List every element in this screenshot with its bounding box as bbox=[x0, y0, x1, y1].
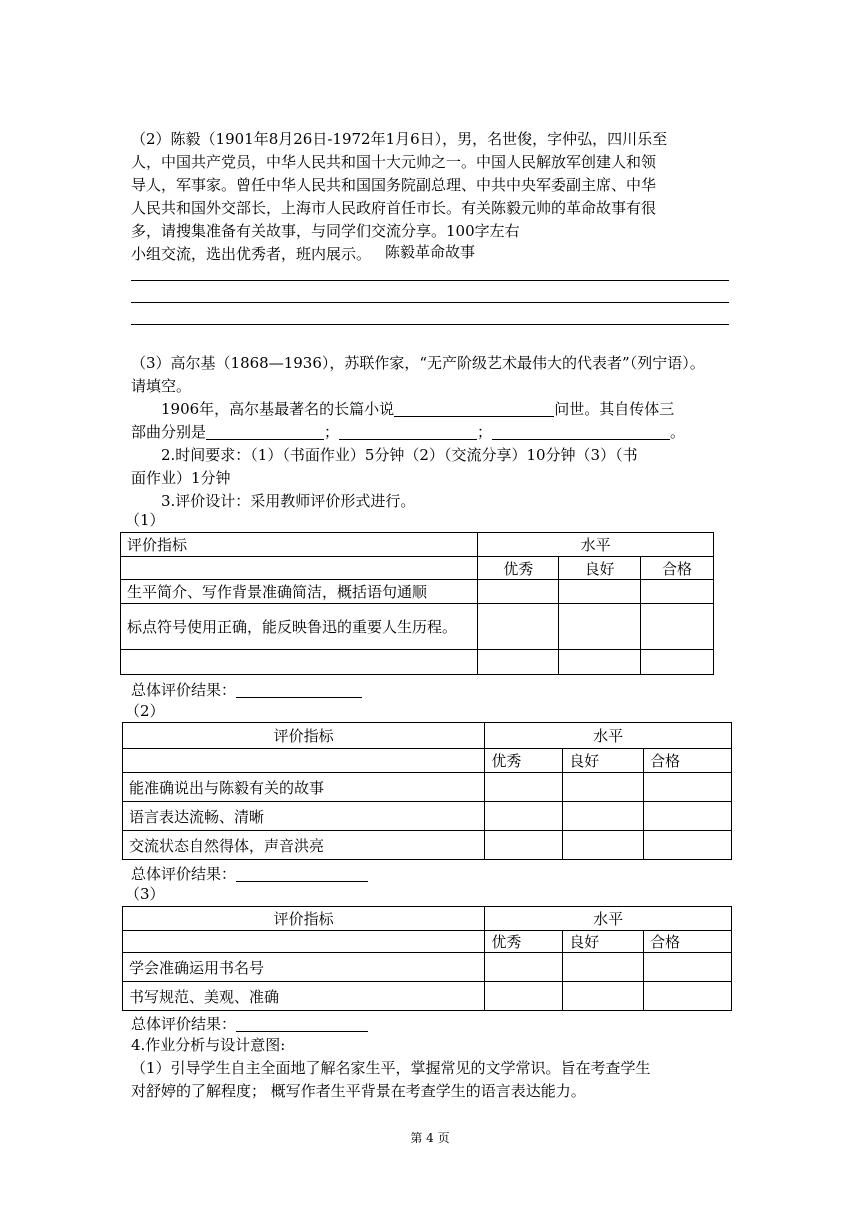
text-line: 2.时间要求：（1）（书面作业）5分钟（2）（交流分享）10分钟（3）（书 bbox=[161, 446, 638, 464]
empty-cell bbox=[123, 931, 485, 953]
score-cell[interactable] bbox=[485, 802, 563, 831]
indicator-cell: 能准确说出与陈毅有关的故事 bbox=[123, 773, 485, 802]
text-line: 人民共和国外交部长，上海市人民政府首任市长。有关陈毅元帅的革命故事有很 bbox=[131, 199, 657, 217]
fill-line bbox=[131, 421, 751, 444]
score-cell[interactable] bbox=[641, 604, 714, 650]
writing-line[interactable] bbox=[131, 324, 729, 325]
text-line: 导人，军事家。曾任中华人民共和国国务院副总理、中共中央军委副主席、中华 bbox=[131, 176, 657, 194]
header-indicator: 评价指标 bbox=[123, 723, 485, 749]
indicator-cell: 交流状态自然得体，声音洪亮 bbox=[123, 831, 485, 860]
overall-result bbox=[131, 680, 362, 700]
score-cell[interactable] bbox=[563, 773, 644, 802]
writing-line[interactable] bbox=[131, 302, 729, 303]
level-pass: 合格 bbox=[644, 931, 732, 953]
story-heading: 陈毅革命故事 bbox=[384, 243, 475, 261]
text-line: （3）高尔基（1868—1936），苏联作家，“无产阶级艺术最伟大的代表者”（列宁语）。 bbox=[131, 354, 705, 372]
level-good: 良好 bbox=[563, 749, 644, 773]
level-good: 良好 bbox=[559, 557, 641, 580]
section3-paragraph bbox=[131, 352, 751, 513]
trilogy-blank-1[interactable] bbox=[206, 423, 324, 440]
score-cell[interactable] bbox=[644, 982, 732, 1011]
empty-cell bbox=[121, 557, 478, 580]
fill-line bbox=[131, 398, 751, 421]
score-cell[interactable] bbox=[644, 802, 732, 831]
separator: ； bbox=[324, 423, 340, 441]
header-indicator: 评价指标 bbox=[121, 533, 478, 557]
text-line: 对舒婷的了解程度； 概写作者生平背景在考查学生的语言表达能力。 bbox=[131, 1082, 586, 1100]
overall-label: 总体评价结果： bbox=[131, 681, 237, 699]
text-line: 多，请搜集准备有关故事，与同学们交流分享。100字左右 bbox=[131, 222, 520, 240]
score-cell[interactable] bbox=[559, 580, 641, 604]
evaluation-table-1 bbox=[120, 532, 714, 675]
indicator-cell: 语言表达流畅、清晰 bbox=[123, 802, 485, 831]
level-excellent: 优秀 bbox=[485, 931, 563, 953]
score-cell[interactable] bbox=[478, 580, 559, 604]
score-cell[interactable] bbox=[644, 773, 732, 802]
score-cell[interactable] bbox=[559, 650, 641, 675]
score-cell[interactable] bbox=[485, 773, 563, 802]
score-cell[interactable] bbox=[559, 604, 641, 650]
header-indicator: 评价指标 bbox=[123, 907, 485, 931]
score-cell[interactable] bbox=[641, 580, 714, 604]
writing-line[interactable] bbox=[131, 280, 729, 281]
score-cell[interactable] bbox=[485, 831, 563, 860]
empty-cell bbox=[123, 749, 485, 773]
page-number: 第 4 页 bbox=[410, 1131, 450, 1145]
separator: 。 bbox=[670, 423, 686, 441]
indicator-cell: 书写规范、美观、准确 bbox=[123, 982, 485, 1011]
text-line: （1）引导学生自主全面地了解名家生平，掌握常见的文学常识。旨在考查学生 bbox=[131, 1059, 651, 1077]
overall-result bbox=[131, 864, 368, 884]
evaluation-table-2 bbox=[122, 722, 732, 860]
text-line: 小组交流，选出优秀者，班内展示。 bbox=[131, 245, 372, 263]
score-cell[interactable] bbox=[563, 953, 644, 982]
score-cell[interactable] bbox=[644, 953, 732, 982]
overall-blank[interactable] bbox=[236, 681, 362, 698]
table-label: （2） bbox=[125, 702, 165, 720]
level-excellent: 优秀 bbox=[478, 557, 559, 580]
text-line: 人，中国共产党员，中华人民共和国十大元帅之一。中国人民解放军创建人和领 bbox=[131, 153, 657, 171]
indicator-cell: 学会准确运用书名号 bbox=[123, 953, 485, 982]
analysis-title: 4.作业分析与设计意图: bbox=[131, 1036, 286, 1054]
header-level: 水平 bbox=[478, 533, 714, 557]
indicator-cell: 标点符号使用正确，能反映鲁迅的重要人生历程。 bbox=[121, 604, 478, 650]
overall-result bbox=[131, 1014, 368, 1034]
indicator-cell bbox=[121, 650, 478, 675]
trilogy-blank-3[interactable] bbox=[492, 423, 670, 440]
text-line: 请填空。 bbox=[131, 377, 192, 395]
score-cell[interactable] bbox=[644, 831, 732, 860]
score-cell[interactable] bbox=[485, 953, 563, 982]
score-cell[interactable] bbox=[641, 650, 714, 675]
score-cell[interactable] bbox=[478, 604, 559, 650]
fill-text: 部曲分别是 bbox=[131, 423, 207, 441]
level-good: 良好 bbox=[563, 931, 644, 953]
header-level: 水平 bbox=[485, 723, 732, 749]
overall-blank[interactable] bbox=[236, 865, 368, 882]
analysis-section bbox=[131, 1034, 741, 1103]
score-cell[interactable] bbox=[563, 831, 644, 860]
score-cell[interactable] bbox=[478, 650, 559, 675]
score-cell[interactable] bbox=[563, 982, 644, 1011]
level-pass: 合格 bbox=[641, 557, 714, 580]
text-line: （2）陈毅（1901年8月26日-1972年1月6日），男，名世俊，字仲弘，四川乐至 bbox=[131, 130, 668, 148]
separator: ； bbox=[477, 423, 493, 441]
score-cell[interactable] bbox=[485, 982, 563, 1011]
text-line: 3.评价设计：采用教师评价形式进行。 bbox=[161, 492, 416, 510]
evaluation-table-3 bbox=[122, 906, 732, 1011]
header-level: 水平 bbox=[485, 907, 732, 931]
score-cell[interactable] bbox=[563, 802, 644, 831]
fill-text: 问世。其自传体三 bbox=[554, 400, 675, 418]
overall-blank[interactable] bbox=[236, 1015, 368, 1032]
indicator-cell: 生平简介、写作背景准确简洁，概括语句通顺 bbox=[121, 580, 478, 604]
fill-text: 1906年，高尔基最著名的长篇小说 bbox=[161, 400, 395, 418]
novel-blank[interactable] bbox=[394, 400, 554, 417]
trilogy-blank-2[interactable] bbox=[339, 423, 477, 440]
overall-label: 总体评价结果： bbox=[131, 1015, 237, 1033]
table-label: （3） bbox=[125, 885, 165, 903]
level-excellent: 优秀 bbox=[485, 749, 563, 773]
text-line: 面作业）1分钟 bbox=[131, 469, 231, 487]
overall-label: 总体评价结果： bbox=[131, 865, 237, 883]
level-pass: 合格 bbox=[644, 749, 732, 773]
table-label: （1） bbox=[125, 511, 165, 529]
